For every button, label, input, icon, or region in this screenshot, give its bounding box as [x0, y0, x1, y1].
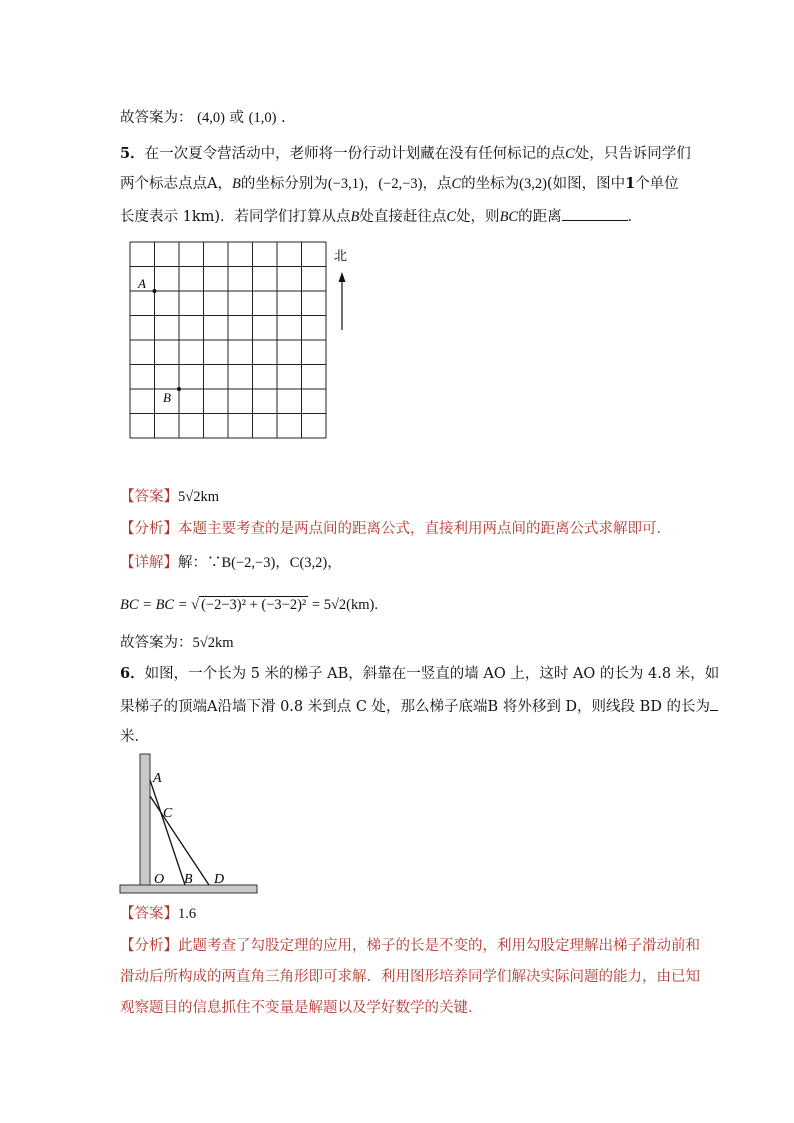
answer-value-2: (1,0) [248, 110, 277, 126]
analysis-tag: 【分析】 [120, 521, 178, 537]
q5-line-3 [120, 206, 642, 227]
q5-formula-line [120, 595, 378, 615]
detail-text: 解：∵B(−2,−3)，C(3,2)， [178, 555, 342, 571]
point-c-label: C [565, 146, 575, 162]
q5-text: (如图，图中 [546, 176, 626, 192]
q5-answer-line [120, 487, 219, 507]
q6-analysis-line-2: 滑动后所构成的两直角三角形即可求解．利用图形培养同学们解决实际问题的能力，由已知 [120, 969, 700, 985]
q5-final-line [120, 633, 234, 653]
final-prefix: 故答案为： [120, 635, 193, 651]
answer-value: 5√2km [178, 489, 219, 505]
q5-text: 在一次夏令营活动中，老师将一份行动计划藏在没有任何标记的点 [144, 146, 566, 162]
q5-text: 处直接赶往点 [359, 209, 447, 225]
unit-number: 1 [625, 175, 636, 192]
radical-sign: √ [191, 597, 200, 613]
q6-line-2 [120, 696, 718, 717]
label-a: A [138, 276, 146, 291]
q5-text: ， [363, 176, 379, 192]
answer-blank[interactable] [710, 696, 718, 711]
formula-rhs: = 5√2(km) [311, 597, 375, 613]
ladder-ab [150, 780, 185, 885]
q5-text: ． [627, 209, 643, 225]
q6-answer-line [120, 904, 196, 924]
label-o: O [154, 872, 165, 887]
point-a [153, 289, 157, 293]
ladder-diagram [118, 752, 263, 897]
q6-number: 6． [120, 665, 145, 682]
q5-text: 处，则 [456, 209, 500, 225]
north-arrow-head [339, 272, 346, 282]
q5-analysis-line [120, 519, 671, 539]
q5-line-2 [120, 174, 679, 194]
answer-tag: 【答案】 [120, 906, 178, 922]
answer-connector: 或 [229, 110, 245, 126]
formula-lhs: BC = BC = [120, 597, 188, 613]
label-b: B [163, 390, 171, 405]
grid-lines [130, 242, 326, 438]
answer-prefix: 故答案为： [120, 110, 193, 126]
point-b [177, 387, 181, 391]
q5-text: 的距离 [518, 209, 562, 225]
point-c-label: C [446, 209, 457, 225]
q5-text: 的坐标分别为 [240, 176, 328, 192]
point-c-label: C [451, 176, 462, 192]
q6-text: 米． [120, 729, 149, 745]
q5-line-1 [120, 144, 691, 164]
q5-text: 个单位 [635, 176, 679, 192]
analysis-text: 此题考查了勾股定理的应用，梯子的长是不变的，利用勾股定理解出梯子滑动前和 [178, 938, 700, 954]
label-d: D [214, 872, 225, 887]
coord-b: (−2,−3) [378, 176, 423, 192]
point-b-label: B [231, 176, 241, 192]
formula-end: . [374, 597, 378, 613]
coord-c: (3,2) [519, 176, 547, 192]
q5-text: 处，只告诉同学们 [574, 146, 691, 162]
prev-answer-line [120, 108, 286, 128]
q5-text: 的坐标为 [461, 176, 520, 192]
answer-end: . [281, 110, 286, 126]
q5-text: 长度表示 1km)．若同学们打算从点 [120, 209, 351, 225]
q5-text: ，点 [422, 176, 452, 192]
wall [140, 754, 150, 885]
segment-bc-label: BC [499, 209, 519, 225]
point-b-label: B [350, 209, 360, 225]
coordinate-grid-figure [128, 240, 368, 440]
q6-text: 果梯子的顶端A沿墙下滑 0.8 米到点 C 处，那么梯子底端B 将外移到 D，则线段 BD 的长为 [120, 699, 711, 715]
answer-value-1: (4,0) [197, 110, 225, 126]
answer-blank[interactable] [562, 206, 628, 221]
q6-text: 如图，一个长为 5 米的梯子 AB，斜靠在一竖直的墙 AO 上，这时 AO 的长为 4.8 米，如 [144, 666, 720, 682]
final-value: 5√2km [192, 635, 234, 651]
north-label: 北 [334, 248, 348, 263]
analysis-text: 本题主要考查的是两点间的距离公式，直接利用两点间的距离公式求解即可． [178, 521, 671, 537]
q6-line-1 [120, 664, 719, 684]
analysis-tag: 【分析】 [120, 938, 178, 954]
q5-detail-line [120, 553, 342, 573]
label-b: B [184, 872, 193, 887]
label-c: C [163, 806, 173, 821]
q5-text: 两个标志点点A， [120, 176, 232, 192]
q6-analysis-line-3: 观察题目的信息抓住不变量是解题以及学好数学的关键． [120, 1000, 483, 1016]
formula-radicand: (−2−3)² + (−3−2)² [201, 597, 307, 613]
q6-analysis-line-1 [120, 936, 700, 956]
detail-tag: 【详解】 [120, 555, 178, 571]
coord-a: (−3,1) [327, 176, 364, 192]
answer-tag: 【答案】 [120, 489, 178, 505]
answer-value: 1.6 [178, 906, 197, 922]
label-a: A [153, 771, 162, 786]
q5-number: 5． [120, 145, 145, 162]
q6-line-3 [120, 727, 149, 747]
